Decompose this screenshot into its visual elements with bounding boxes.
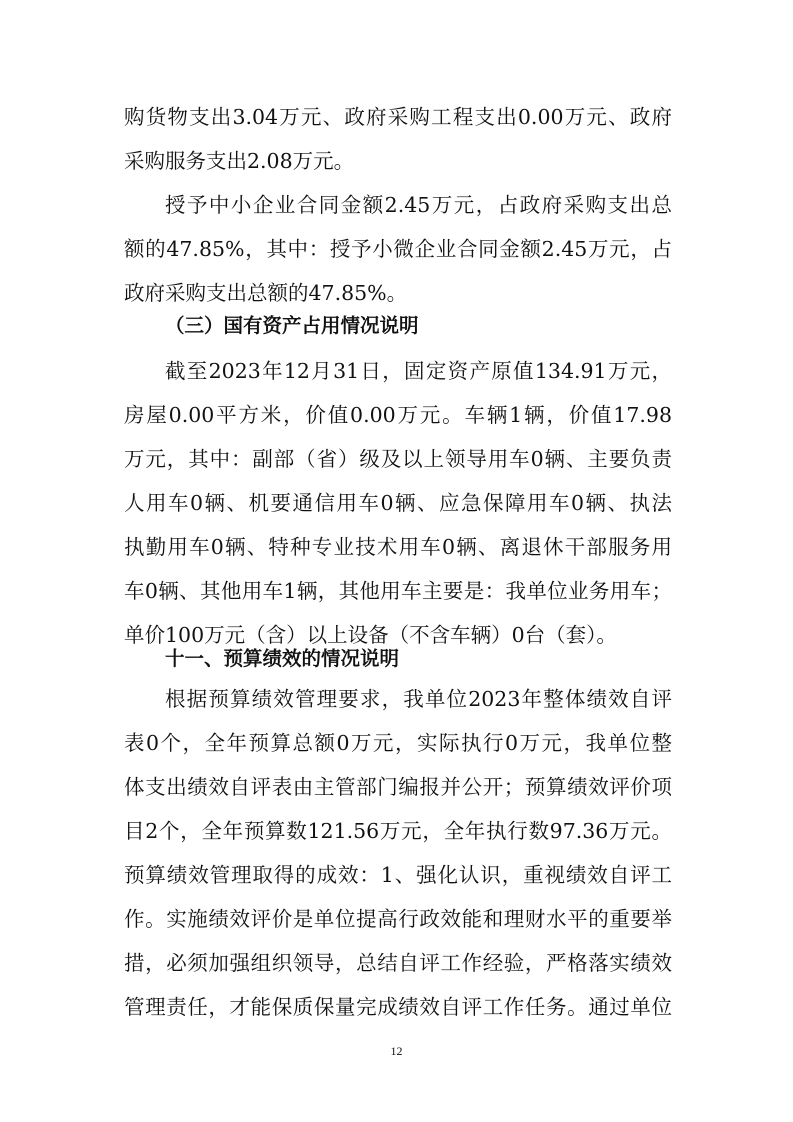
paragraph-line: 额的47.85%，其中：授予小微企业合同金额2.45万元，占: [124, 237, 672, 261]
paragraph-line: 执勤用车0辆、特种专业技术用车0辆、离退休干部服务用: [124, 535, 672, 559]
paragraph-line: 目2个，全年预算数121.56万元，全年执行数97.36万元。: [124, 819, 672, 843]
paragraph-line: 房屋0.00平方米，价值0.00万元。车辆1辆，价值17.98: [124, 403, 672, 427]
paragraph-line: 车0辆、其他用车1辆，其他用车主要是：我单位业务用车；: [124, 579, 672, 603]
paragraph-line: 万元，其中：副部（省）级及以上领导用车0辆、主要负责: [124, 447, 672, 471]
paragraph-line: 作。实施绩效评价是单位提高行政效能和理财水平的重要举: [124, 907, 672, 931]
section-heading-assets: （三）国有资产占用情况说明: [165, 314, 419, 337]
paragraph-line: 政府采购支出总额的47.85%。: [124, 281, 408, 305]
paragraph-line: 采购服务支出2.08万元。: [124, 149, 355, 173]
paragraph-line: 表0个，全年预算总额0万元，实际执行0万元，我单位整: [124, 731, 672, 755]
paragraph-line: 人用车0辆、机要通信用车0辆、应急保障用车0辆、执法: [124, 491, 672, 515]
section-heading-performance: 十一、预算绩效的情况说明: [165, 647, 400, 670]
paragraph-line: 措，必须加强组织领导，总结自评工作经验，严格落实绩效: [124, 951, 672, 975]
paragraph-line: 管理责任，才能保质保量完成绩效自评工作任务。通过单位: [124, 995, 672, 1019]
paragraph-line: 预算绩效管理取得的成效：1、强化认识，重视绩效自评工: [124, 863, 672, 887]
paragraph-line: 购货物支出3.04万元、政府采购工程支出0.00万元、政府: [124, 105, 672, 129]
paragraph-line: 体支出绩效自评表由主管部门编报并公开；预算绩效评价项: [124, 775, 672, 799]
paragraph-line: 截至2023年12月31日，固定资产原值134.91万元，: [165, 359, 672, 383]
page-number: 12: [390, 1044, 403, 1058]
paragraph-line: 根据预算绩效管理要求，我单位2023年整体绩效自评: [165, 687, 672, 711]
paragraph-line: 单价100万元（含）以上设备（不含车辆）0台（套）。: [124, 623, 617, 647]
paragraph-line: 授予中小企业合同金额2.45万元，占政府采购支出总: [165, 193, 672, 217]
